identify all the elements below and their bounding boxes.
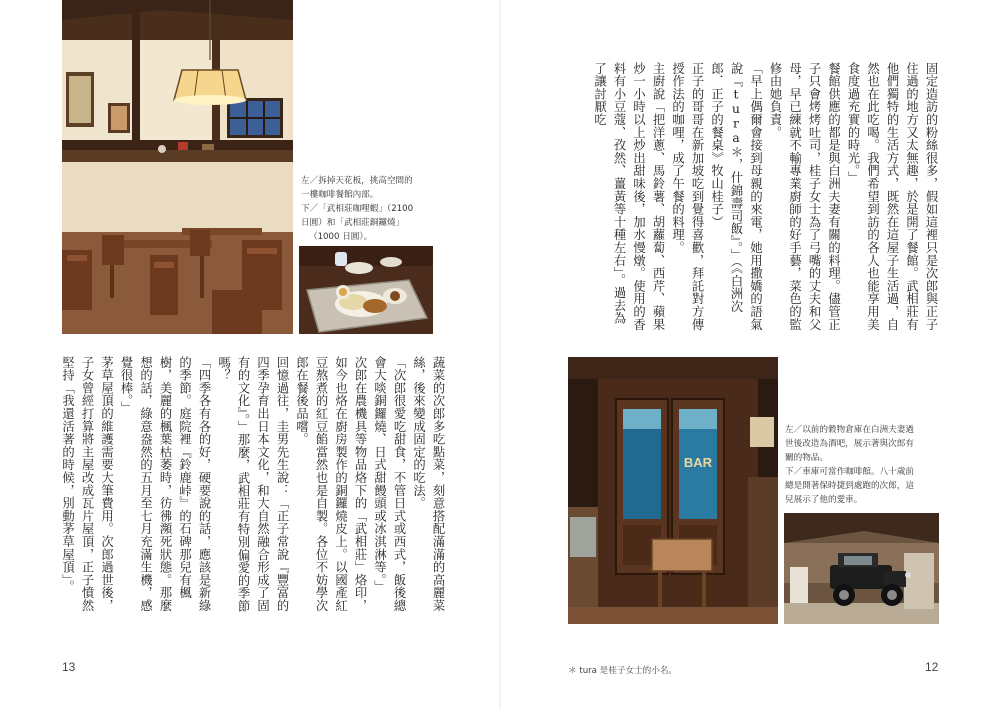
- caption-line: 下／「武相莊咖哩蝦」（2100: [301, 204, 414, 214]
- caption-line: （1000 日圓）。: [309, 232, 373, 242]
- paragraph: 回憶過往，圭男先生說：「正子常說『豐富的四季孕育出日本文化，和大自然融合形成了固有的文化』。」那麼，武相莊有特別偏愛的季節嗎？: [216, 356, 289, 613]
- paragraph: 茅草屋頂的維護需要大筆費用。次郎過世後，子女曾經打算將主屋改成瓦片屋頂，正子憤然堅持「我還活著的時候，別動茅草屋頂」。: [60, 356, 114, 612]
- page-number-right: 12: [925, 660, 939, 674]
- caption-line: 關的物品。: [785, 453, 828, 463]
- pendant-lamp-icon: [174, 70, 246, 105]
- paragraph: 固定造訪的粉絲很多，假如這裡只是次郎與正子住過的地方又太無趣，於是開了餐館。武相莊有他們獨特的生活方式，既然在這屋子生活過，自然也在此吃喝。我們希望到訪的各人也能享用美食度過充實的時光。」: [846, 62, 938, 331]
- caption-line: 左／以前的穀物倉庫在白洲夫妻過: [785, 425, 914, 435]
- right-body-text: [555, 62, 940, 337]
- paragraph: 正子的哥哥在新加坡吃到覺得喜歡，拜託對方傳授作法的咖哩，成了午餐的料理。: [670, 62, 704, 331]
- paragraph: 蔬菜的次郎多吃點菜，刻意搭配滿滿的高麗菜絲，後來變成固定的吃法。: [411, 356, 445, 612]
- cafe-interior-illustration: [62, 0, 293, 334]
- cafe-interior-photo: [62, 0, 293, 334]
- caption-line: 總是開著保時捷到處跑的次郎，這: [785, 481, 914, 491]
- footnote: ＊ tura 是桂子女士的小名。: [568, 666, 678, 676]
- caption-line: 日圓）和「武相莊銅鑼燒」: [301, 218, 405, 228]
- svg-text:BAR: BAR: [683, 455, 713, 470]
- vintage-car-icon: [784, 513, 939, 624]
- curry-plate-icon: [299, 246, 433, 334]
- left-photo-caption: [301, 174, 451, 244]
- paragraph: 次郎在農機具等物品烙下的「武相莊」烙印，如今也烙在廚房製作的銅鑼燒皮上。以國產紅豆熬煮的紅豆餡當然也是自製。各位不妨學次郎在餐後品嚐。: [294, 356, 367, 612]
- paragraph: 「次郎很愛吃甜食，不管日式或西式，飯後總會大啖銅鑼燒、日式甜饅頭或冰淇淋等。」: [372, 356, 406, 612]
- caption-line: 下／車庫可當作咖啡館。八十歲前: [785, 467, 914, 477]
- paragraph: 餐館供應的都是與白洲夫妻有關的料理。儘管正子只會烤烤吐司，桂子女士為了弓嘴的丈夫和父母，早已練就不輸專業廚師的好手藝，菜色的監修由她負責。: [768, 62, 841, 331]
- caption-line: 一樓咖啡餐館內部。: [301, 190, 379, 200]
- right-photo-caption: [785, 423, 945, 507]
- caption-line: 世後改造為酒吧，展示著與次郎有: [785, 439, 914, 449]
- curry-plate-photo: [299, 246, 433, 334]
- paragraph: 主廚說「把洋蔥、馬鈴薯、胡蘿蔔、西芹、蘋果炒一小時以上炒出甜味後，加水慢燉。使用的香料有小豆蔻、孜然、薑黃等十種左右」。過去為了讓討厭吃: [592, 62, 665, 331]
- garage-car-photo: [784, 513, 939, 624]
- book-gutter: [499, 0, 501, 709]
- bar-room-photo: [568, 357, 778, 624]
- bar-door-icon: [568, 357, 778, 624]
- paragraph: 「四季各有各的好，硬要說的話，應該是新綠的季節。庭院裡『鈴鹿峠』的石碑那兒有楓樹，美麗的楓葉枯萎時，彷彿瀕死狀態。那麼想的話，綠意盎然的五月至七月充滿生機，感覺很棒。」: [119, 356, 211, 612]
- paragraph: 「早上偶爾會接到母親的來電，她用撒嬌的語氣說『tura＊，什錦壽司飯』。」（《白洲次郎．正子的餐桌》牧山桂子）: [709, 62, 763, 331]
- left-body-text: [62, 356, 447, 624]
- caption-line: 左／拆掉天花板，挑高空間的: [301, 176, 413, 186]
- caption-line: 兒展示了他的愛車。: [785, 495, 863, 505]
- page-number-left: 13: [62, 660, 76, 674]
